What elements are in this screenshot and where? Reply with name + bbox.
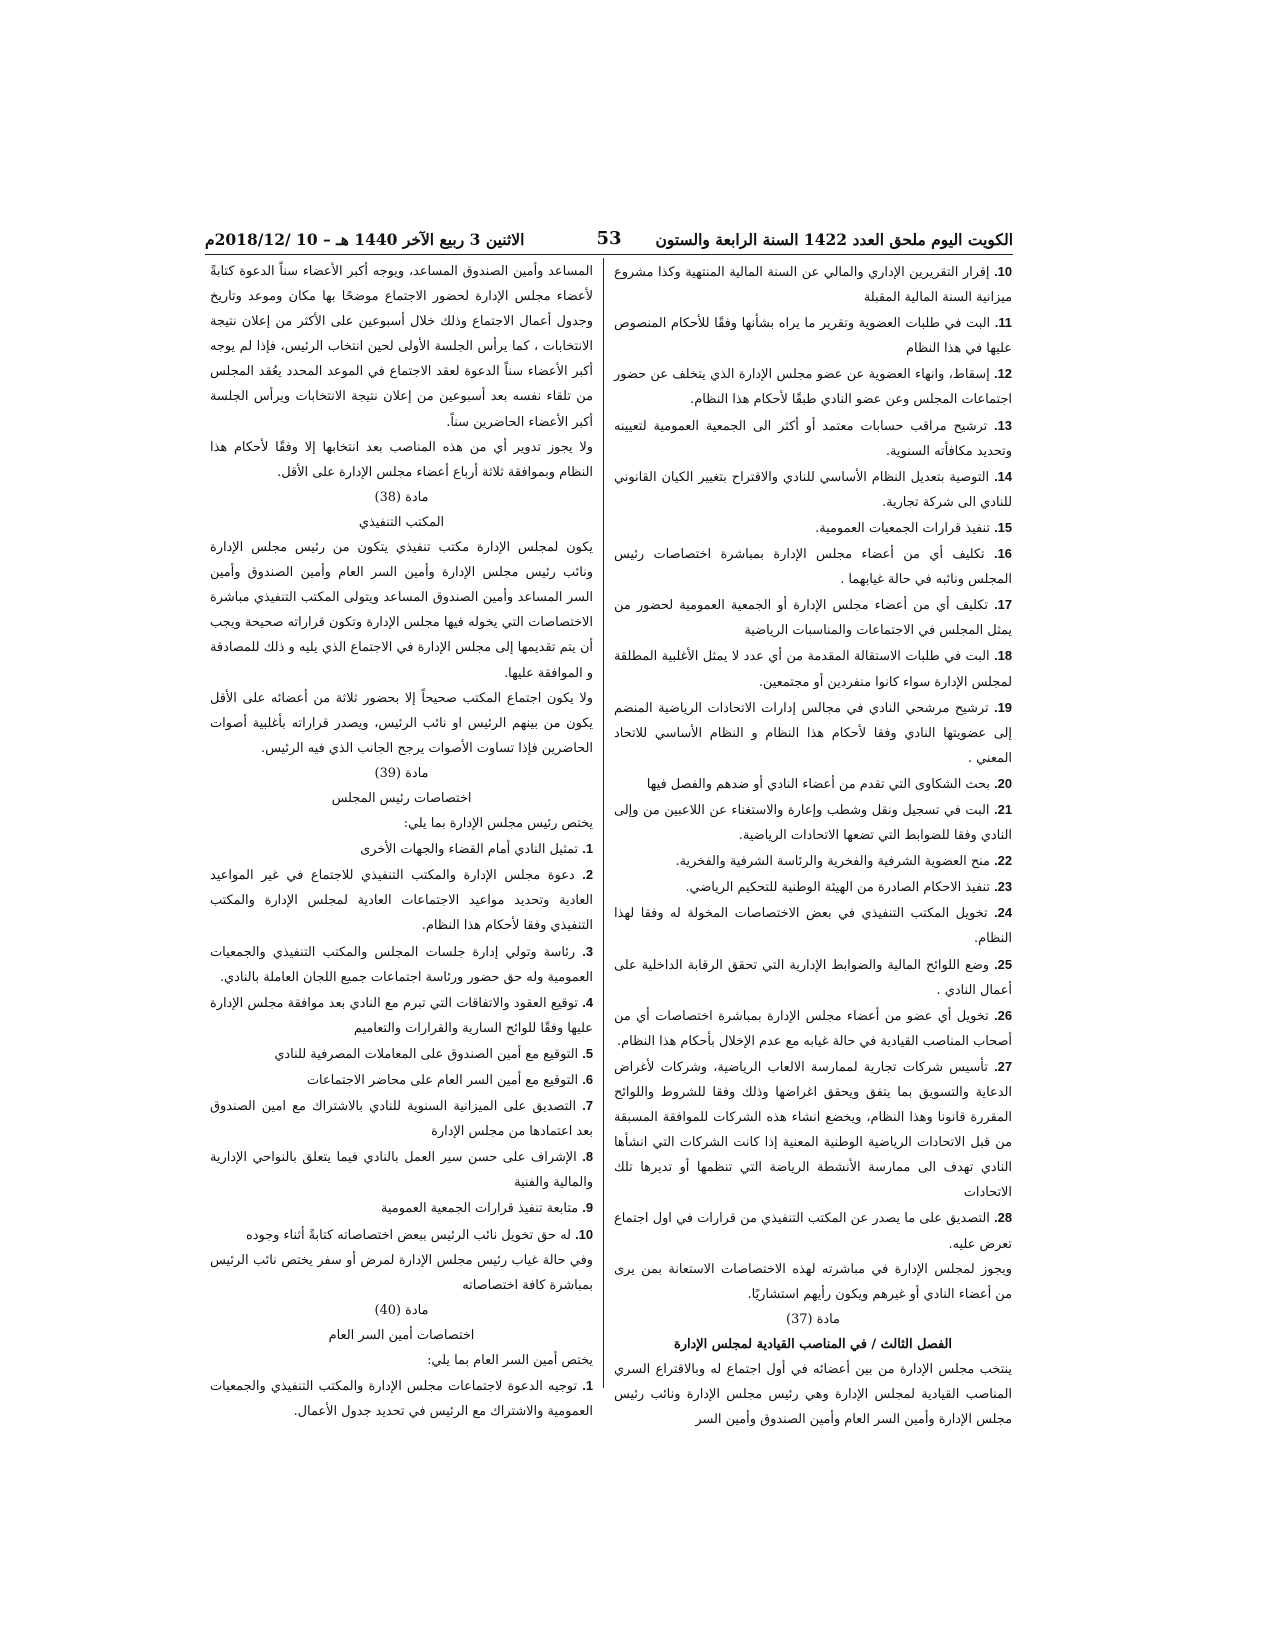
paragraph xyxy=(210,811,593,836)
item-text: مادة (38) xyxy=(374,489,429,505)
item-number: 23. xyxy=(994,879,1012,895)
newspaper-issue-info: الكويت اليوم ملحق العدد 1422 السنة الرابعة والستون xyxy=(655,230,1013,249)
item-number: 2. xyxy=(582,867,593,883)
numbered-item xyxy=(614,259,1012,310)
item-text: تنفيذ قرارات الجمعيات العمومية. xyxy=(815,520,990,536)
numbered-item xyxy=(614,1003,1012,1054)
item-text: تأسيس شركات تجارية لممارسة الالعاب الرياضية، وشركات لأغراض الدعاية والتسويق بما يتفق ويحقق اغراضها وذلك وفقا للشروط واللوائح المقررة قانونا وهذا النظام، ويخضع انشاء هذه الشركات للموافقة المسبقة من قبل الاتحادات الرياضية الوطنية المعنية إذا كانت الشركات التي انشأها النادي تهدف الى ممارسة الأنشطة الرياضة التي تنظمها أو تديرها تلك الاتحادات xyxy=(614,1059,1012,1201)
item-number: 11. xyxy=(994,315,1012,331)
section-heading xyxy=(210,510,593,535)
numbered-item xyxy=(210,836,593,862)
numbered-item xyxy=(614,515,1012,541)
item-text: ويجوز لمجلس الإدارة في مباشرته لهذه الاختصاصات الاستعانة بمن يرى من أعضاء النادي أو غيرهم ويكون رأيهم استشاريًا. xyxy=(614,1261,1012,1302)
section-heading xyxy=(614,1332,1012,1357)
item-number: 6. xyxy=(582,1072,593,1087)
paragraph xyxy=(210,259,593,435)
paragraph xyxy=(210,535,593,686)
item-number: 21. xyxy=(994,801,1012,817)
header-divider xyxy=(205,254,1013,255)
numbered-item xyxy=(614,848,1012,874)
numbered-item xyxy=(614,413,1012,464)
numbered-item xyxy=(614,310,1012,361)
item-text: البت في تسجيل ونقل وشطب وإعارة والاستغناء عن اللاعبين من وإلى النادي وفقا للضوابط التي تضعها الاتحادات الرياضية. xyxy=(614,802,1012,844)
item-number: 12. xyxy=(994,366,1012,382)
item-text: التوقيع مع أمين الصندوق على المعاملات المصرفية للنادي xyxy=(274,1046,579,1062)
item-text: رئاسة وتولي إدارة جلسات المجلس والمكتب التنفيذي والجمعيات العمومية وله حق حضور ورئاسة اجتماعات جميع اللجان العاملة بالنادي. xyxy=(210,944,593,985)
item-number: 15. xyxy=(994,519,1012,535)
item-number: 9. xyxy=(582,1200,593,1216)
page-header xyxy=(205,228,1013,254)
item-number: 10. xyxy=(994,264,1012,279)
item-text: المكتب التنفيذي xyxy=(358,514,445,530)
section-heading xyxy=(210,786,593,811)
item-text: تنفيذ الاحكام الصادرة من الهيئة الوطنية للتحكيم الرياضي. xyxy=(685,880,990,896)
item-number: 8. xyxy=(582,1149,593,1165)
numbered-item xyxy=(614,541,1012,592)
paragraph xyxy=(210,1348,593,1373)
numbered-item xyxy=(614,1205,1012,1256)
paragraph xyxy=(210,1248,593,1298)
numbered-item xyxy=(210,990,593,1041)
item-text: التوقيع مع أمين السر العام على محاضر الاجتماعات xyxy=(306,1073,579,1088)
item-text: متابعة تنفيذ قرارات الجمعية العمومية xyxy=(380,1201,579,1217)
numbered-item xyxy=(210,1067,593,1093)
item-text: اختصاصات أمين السر العام xyxy=(328,1327,475,1343)
section-heading xyxy=(210,485,593,510)
item-text: المساعد وأمين الصندوق المساعد، ويوجه أكبر الأعضاء سناً الدعوة كتابةً لأعضاء مجلس الإدارة لحضور الاجتماع موضحًا بها مكان وموعد وتاريخ وجدول أعمال الاجتماع وذلك خلال أسبوعين على الأكثر من إعلان نتيجة الانتخابات ، كما يرأس الجلسة الأولى لحين انتخاب الرئيس، فإذا لم يوجه أكبر الأعضاء سناً الدعوة لعقد الاجتماع في الموعد المحدد يعُقد المجلس من تلقاء نفسه بعد أسبوعين من إعلان نتيجة الانتخابات ويرأس الجلسة أكبر الأعضاء الحاضرين سناً. xyxy=(210,264,593,430)
left-column xyxy=(210,259,593,1424)
item-number: 4. xyxy=(582,994,593,1010)
item-number: 18. xyxy=(994,648,1012,664)
numbered-item xyxy=(614,797,1012,848)
item-number: 16. xyxy=(994,546,1012,562)
item-number: 10. xyxy=(575,1226,593,1242)
numbered-item xyxy=(614,771,1012,797)
numbered-item xyxy=(614,361,1012,412)
item-text: يختص أمين السر العام بما يلي: xyxy=(427,1353,593,1369)
paragraph xyxy=(614,1357,1012,1432)
item-number: 1. xyxy=(582,1378,593,1394)
item-text: تكليف أي من أعضاء مجلس الإدارة أو الجمعية العمومية لحضور من يمثل المجلس في الاجتماعات والمناسبات الرياضية xyxy=(614,598,1012,639)
item-text: إقرار التقريرين الإداري والمالي عن السنة المالية المنتهية وكذا مشروع ميزانية السنة المالية المقبلة xyxy=(614,265,1012,306)
item-text: ترشيح مرشحي النادي في مجالس إدارات الاتحادات الرياضية المنضم إلى عضويتها النادي وفقا لأحكام هذا النظام و النظام الأساسي للاتحاد المعني . xyxy=(614,700,1012,766)
item-text: يختص رئيس مجلس الإدارة بما يلي: xyxy=(403,816,593,832)
item-number: 5. xyxy=(582,1045,593,1061)
item-number: 26. xyxy=(994,1007,1012,1023)
section-heading xyxy=(210,761,593,786)
numbered-item xyxy=(210,939,593,990)
item-text: يكون لمجلس الإدارة مكتب تنفيذي يتكون من رئيس مجلس الإدارة ونائب رئيس مجلس الإدارة وأمين السر العام وأمين الصندوق وأمين السر المساعد وأمين الصندوق المساعد ويتولى المكتب التنفيذي مباشرة الاختصاصات التي يخوله فيها مجلس الإدارة وتكون قراراته صحيحة ويجب أن يتم تقديمها إلى مجلس الإدارة في الاجتماع الذي يليه و ذلك للمصادقة و الموافقة عليها. xyxy=(210,540,593,681)
numbered-item xyxy=(614,1054,1012,1206)
item-number: 7. xyxy=(582,1098,593,1114)
numbered-item xyxy=(210,862,593,938)
item-text: ولا يجوز تدوير أي من هذه المناصب بعد انتخابها إلا وفقًا لأحكام هذا النظام وبموافقة ثلاثة أرباع أعضاء مجلس الإدارة على الأقل. xyxy=(210,439,593,480)
item-number: 14. xyxy=(994,468,1012,484)
item-number: 25. xyxy=(994,956,1012,972)
item-number: 24. xyxy=(994,905,1012,921)
item-number: 17. xyxy=(994,597,1012,613)
item-number: 28. xyxy=(994,1210,1012,1226)
section-heading xyxy=(210,1298,593,1323)
item-text: مادة (37) xyxy=(786,1311,840,1327)
item-text: ترشيح مراقب حسابات معتمد أو أكثر الى الجمعية العمومية لتعيينه وتحديد مكافأته السنوية. xyxy=(614,418,1012,459)
item-text: تكليف أي من أعضاء مجلس الإدارة بمباشرة اختصاصات رئيس المجلس ونائبه في حالة غيابهما . xyxy=(614,547,1012,588)
publication-date: الاثنين 3 ربيع الآخر 1440 هـ – 10 /2018/12م xyxy=(205,230,525,249)
item-text: ولا يكون اجتماع المكتب صحيحاً إلا بحضور ثلاثة من أعضائه على الأقل يكون من بينهم الرئيس او نائب الرئيس، ويصدر قراراته بأغلبية أصوات الحاضرين فإذا تساوت الأصوات يرجح الجانب الذي فيه الرئيس. xyxy=(210,690,593,756)
numbered-item xyxy=(614,900,1012,951)
numbered-item xyxy=(210,1093,593,1144)
page-number: 53 xyxy=(596,228,622,249)
column-divider xyxy=(603,258,604,1388)
item-text: الفصل الثالث / في المناصب القيادية لمجلس الإدارة xyxy=(673,1336,953,1352)
item-text: البت في طلبات العضوية وتقرير ما يراه بشأنها وفقًا للأحكام المنصوص عليها في هذا النظام xyxy=(614,316,1012,357)
item-text: دعوة مجلس الإدارة والمكتب التنفيذي للاجتماع في غير المواعيد العادية وتحديد مواعيد الاجتماعات العادية لمجلس الإدارة والمكتب التنفيذي وفقا لأحكام هذا النظام. xyxy=(210,868,593,934)
paragraph xyxy=(210,435,593,485)
numbered-item xyxy=(614,464,1012,515)
item-text: له حق تخويل نائب الرئيس ببعض اختصاصاته كتابةً أثناء وجوده xyxy=(246,1227,571,1243)
right-column xyxy=(614,259,1012,1432)
section-heading xyxy=(210,1323,593,1348)
item-number: 13. xyxy=(994,417,1012,433)
numbered-item xyxy=(210,1195,593,1221)
numbered-item xyxy=(614,592,1012,643)
paragraph xyxy=(614,1257,1012,1307)
item-number: 1. xyxy=(582,841,593,857)
item-text: تخويل المكتب التنفيذي في بعض الاختصاصات المخولة له وفقا لهذا النظام. xyxy=(614,906,1012,947)
item-text: منح العضوية الشرفية والفخرية والرئاسة الشرفية والفخرية. xyxy=(675,854,990,870)
item-number: 19. xyxy=(994,699,1012,715)
item-text: ينتخب مجلس الإدارة من بين أعضائه في أول اجتماع له وبالاقتراع السري المناصب القيادية لمجلس الإدارة وهي رئيس مجلس الإدارة ونائب رئيس مجلس الإدارة وأمين السر العام وأمين الصندوق وأمين السر xyxy=(614,1362,1012,1428)
numbered-item xyxy=(614,643,1012,694)
item-text: مادة (39) xyxy=(374,765,429,781)
numbered-item xyxy=(210,1222,593,1248)
numbered-item xyxy=(210,1041,593,1067)
item-text: الإشراف على حسن سير العمل بالنادي فيما يتعلق بالنواحي الإدارية والمالية والفنية xyxy=(210,1150,593,1191)
section-heading xyxy=(614,1307,1012,1332)
paragraph xyxy=(210,686,593,761)
item-text: بحث الشكاوى التي تقدم من أعضاء النادي أو ضدهم والفصل فيها xyxy=(646,776,990,792)
item-text: وضع اللوائح المالية والضوابط الإدارية التي تحقق الرقابة الداخلية على أعمال النادي . xyxy=(614,957,1012,998)
item-number: 22. xyxy=(994,853,1012,869)
item-text: تمثيل النادي أمام القضاء والجهات الأخرى xyxy=(360,842,579,858)
item-text: التوصية بتعديل النظام الأساسي للنادي والاقتراح بتغيير الكيان القانوني للنادي الى شركة تجارية. xyxy=(614,469,1012,510)
item-text: وفي حالة غياب رئيس مجلس الإدارة لمرض أو سفر يختص نائب الرئيس بمباشرة كافة اختصاصاته xyxy=(210,1252,593,1293)
item-text: توقيع العقود والاتفاقات التي تبرم مع النادي بعد موافقة مجلس الإدارة عليها وفقًا للوائح السارية والقرارات والتعاميم xyxy=(210,995,593,1036)
item-number: 20. xyxy=(994,775,1012,791)
item-text: التصديق على ما يصدر عن المكتب التنفيذي من قرارات في اول اجتماع تعرض عليه. xyxy=(614,1211,1012,1252)
numbered-item xyxy=(210,1144,593,1195)
item-text: توجيه الدعوة لاجتماعات مجلس الإدارة والمكتب التنفيذي والجمعيات العمومية والاشتراك مع الرئيس في تحديد جدول الأعمال. xyxy=(210,1379,593,1420)
numbered-item xyxy=(614,952,1012,1003)
item-text: تخويل أي عضو من أعضاء مجلس الإدارة بمباشرة اختصاصات أي من أصحاب المناصب القيادية في حالة غيابه مع عدم الإخلال بأحكام هذا النظام. xyxy=(614,1008,1012,1049)
item-text: البت في طلبات الاستقالة المقدمة من أي عدد لا يمثل الأغلبية المطلقة لمجلس الإدارة سواء كانوا منفردين أو مجتمعين. xyxy=(614,649,1012,690)
item-text: إسقاط، وانهاء العضوية عن عضو مجلس الإدارة الذي يتخلف عن حضور اجتماعات المجلس وعن عضو النادي طبقًا لأحكام هذا النظام. xyxy=(614,367,1012,408)
item-number: 27. xyxy=(994,1058,1012,1074)
numbered-item xyxy=(210,1373,593,1424)
item-text: مادة (40) xyxy=(374,1302,429,1318)
item-text: التصديق على الميزانية السنوية للنادي بالاشتراك مع امين الصندوق بعد اعتمادها من مجلس الإدارة xyxy=(210,1099,593,1140)
numbered-item xyxy=(614,874,1012,900)
item-text: اختصاصات رئيس المجلس xyxy=(331,790,472,806)
item-number: 3. xyxy=(582,943,593,959)
numbered-item xyxy=(614,695,1012,771)
